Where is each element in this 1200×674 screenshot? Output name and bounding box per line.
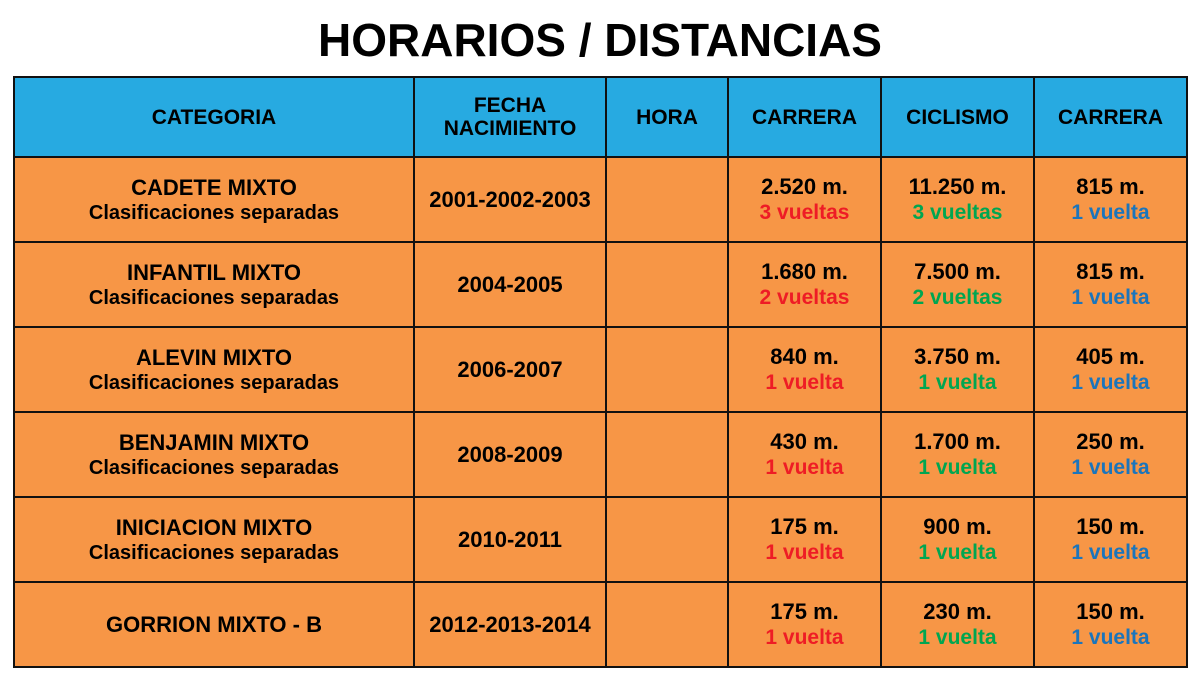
laps-value: 1 vuelta (765, 541, 844, 565)
categoria-subtitle: Clasificaciones separadas (88, 201, 340, 224)
cell-carrera-2 (1034, 242, 1187, 327)
cell-hora (606, 412, 728, 497)
categoria-subtitle: Clasificaciones separadas (88, 371, 340, 394)
cell-ciclismo (881, 497, 1034, 582)
table-row (14, 497, 1187, 582)
cell-carrera-1 (728, 412, 881, 497)
distance-value: 840 m. (770, 344, 839, 369)
laps-value: 1 vuelta (1071, 456, 1150, 480)
laps-value: 1 vuelta (918, 456, 997, 480)
distance-value: 150 m. (1076, 599, 1145, 624)
distance-value: 175 m. (770, 599, 839, 624)
header-line1: HORA (636, 105, 698, 129)
cell-hora (606, 497, 728, 582)
schedule-table (13, 76, 1188, 668)
cell-hora (606, 582, 728, 667)
cell-carrera-2 (1034, 327, 1187, 412)
page-title: HORARIOS / DISTANCIAS (318, 14, 882, 66)
cell-carrera-2 (1034, 157, 1187, 242)
cell-categoria (14, 157, 414, 242)
distance-value: 2.520 m. (761, 174, 848, 199)
laps-value: 2 vueltas (912, 286, 1003, 310)
header-row (14, 77, 1187, 157)
cell-carrera-2 (1034, 412, 1187, 497)
categoria-name: CADETE MIXTO (131, 174, 297, 200)
categoria-subtitle: Clasificaciones separadas (88, 286, 340, 309)
laps-value: 1 vuelta (1071, 626, 1150, 650)
distance-value: 230 m. (923, 599, 992, 624)
cell-carrera-1 (728, 497, 881, 582)
table-body (14, 157, 1187, 667)
header-line2: NACIMIENTO (443, 117, 577, 141)
cell-hora (606, 327, 728, 412)
cell-hora (606, 157, 728, 242)
laps-value: 1 vuelta (918, 541, 997, 565)
cell-carrera-1 (728, 582, 881, 667)
distance-value: 1.680 m. (761, 259, 848, 284)
cell-fecha-nacimiento: 2012-2013-2014 (414, 582, 606, 667)
laps-value: 1 vuelta (765, 626, 844, 650)
cell-categoria (14, 327, 414, 412)
cell-fecha-nacimiento: 2004-2005 (414, 242, 606, 327)
laps-value: 3 vueltas (759, 201, 850, 225)
laps-value: 1 vuelta (918, 626, 997, 650)
categoria-name: INICIACION MIXTO (115, 514, 313, 540)
cell-carrera-1 (728, 327, 881, 412)
categoria-subtitle: Clasificaciones separadas (88, 541, 340, 564)
header-cell-hora (606, 77, 728, 157)
distance-value: 1.700 m. (914, 429, 1001, 454)
cell-categoria (14, 497, 414, 582)
cell-carrera-1 (728, 242, 881, 327)
cell-ciclismo (881, 242, 1034, 327)
table-row (14, 582, 1187, 667)
cell-carrera-1 (728, 157, 881, 242)
categoria-name: ALEVIN MIXTO (135, 344, 293, 370)
table-row (14, 412, 1187, 497)
header-cell-ciclismo (881, 77, 1034, 157)
cell-categoria (14, 412, 414, 497)
categoria-subtitle: Clasificaciones separadas (88, 456, 340, 479)
cell-carrera-2 (1034, 497, 1187, 582)
table-header (14, 77, 1187, 157)
categoria-name: GORRION MIXTO - B (106, 611, 322, 637)
cell-ciclismo (881, 412, 1034, 497)
laps-value: 1 vuelta (1071, 286, 1150, 310)
distance-value: 11.250 m. (908, 174, 1007, 199)
table-row (14, 327, 1187, 412)
cell-ciclismo (881, 327, 1034, 412)
cell-categoria (14, 242, 414, 327)
header-line1: CATEGORIA (151, 105, 277, 129)
header-line1: CARRERA (752, 105, 857, 129)
laps-value: 1 vuelta (1071, 371, 1150, 395)
cell-fecha-nacimiento: 2010-2011 (414, 497, 606, 582)
distance-value: 150 m. (1076, 514, 1145, 539)
distance-value: 175 m. (770, 514, 839, 539)
cell-carrera-2 (1034, 582, 1187, 667)
table-row (14, 157, 1187, 242)
header-line1: FECHA (473, 93, 547, 117)
distance-value: 815 m. (1076, 259, 1145, 284)
laps-value: 1 vuelta (1071, 541, 1150, 565)
categoria-name: BENJAMIN MIXTO (118, 429, 310, 455)
header-cell-fecha-nacimiento (414, 77, 606, 157)
cell-fecha-nacimiento: 2008-2009 (414, 412, 606, 497)
distance-value: 405 m. (1076, 344, 1145, 369)
header-cell-categoria (14, 77, 414, 157)
header-line1: CARRERA (1058, 105, 1163, 129)
distance-value: 7.500 m. (914, 259, 1001, 284)
laps-value: 1 vuelta (765, 371, 844, 395)
laps-value: 1 vuelta (1071, 201, 1150, 225)
cell-categoria (14, 582, 414, 667)
distance-value: 3.750 m. (914, 344, 1001, 369)
laps-value: 3 vueltas (912, 201, 1003, 225)
cell-fecha-nacimiento: 2001-2002-2003 (414, 157, 606, 242)
distance-value: 815 m. (1076, 174, 1145, 199)
cell-ciclismo (881, 582, 1034, 667)
laps-value: 1 vuelta (765, 456, 844, 480)
header-cell-carrera-1 (728, 77, 881, 157)
distance-value: 250 m. (1076, 429, 1145, 454)
laps-value: 2 vueltas (759, 286, 850, 310)
header-line1: CICLISMO (906, 105, 1009, 129)
cell-hora (606, 242, 728, 327)
header-cell-carrera-2 (1034, 77, 1187, 157)
table-row (14, 242, 1187, 327)
laps-value: 1 vuelta (918, 371, 997, 395)
distance-value: 430 m. (770, 429, 839, 454)
cell-fecha-nacimiento: 2006-2007 (414, 327, 606, 412)
categoria-name: INFANTIL MIXTO (127, 259, 301, 285)
distance-value: 900 m. (923, 514, 992, 539)
cell-ciclismo (881, 157, 1034, 242)
